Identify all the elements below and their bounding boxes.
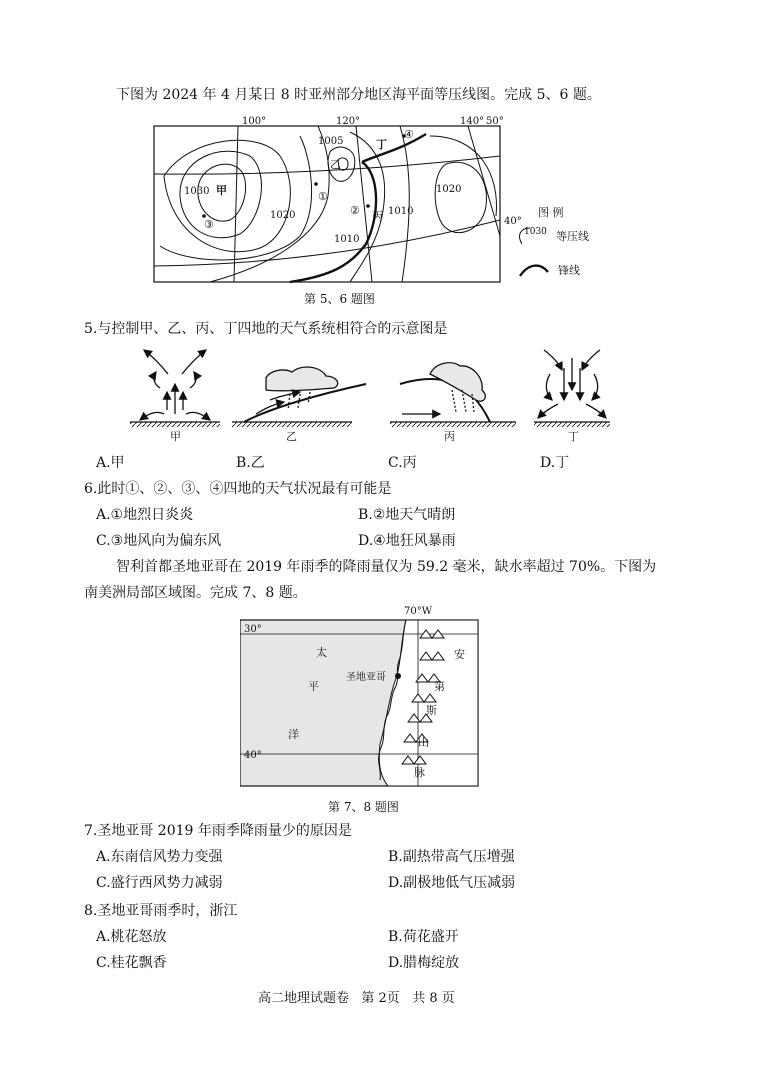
point-3: ③ [204, 218, 214, 231]
isobar-label: 1020 [270, 210, 296, 221]
santiago-dot [395, 673, 401, 679]
map1-caption: 第 5、6 题图 [304, 292, 375, 306]
diagram-label-ding: 丁 [568, 430, 579, 443]
meridian-140 [468, 126, 500, 236]
diagram-label-jia: 甲 [170, 430, 181, 443]
place-jia: 甲 [216, 184, 227, 197]
ocean-char-1: 太 [316, 646, 327, 659]
q6-option-b[interactable]: B.②地天气晴朗 [358, 507, 456, 523]
point-2-dot [366, 204, 370, 208]
lon-label-70w: 70°W [404, 606, 433, 617]
legend-front-symbol [520, 266, 548, 276]
legend-front-text: 锋线 [558, 264, 580, 277]
page-footer: 高二地理试题卷 第 2页 共 8 页 [258, 991, 455, 1006]
city-santiago: 圣地亚哥 [346, 672, 386, 683]
diagram-label-bing: 丙 [444, 430, 455, 443]
place-yi: 乙 [330, 158, 341, 171]
mountain-char-3: 斯 [426, 704, 437, 717]
q7-option-d[interactable]: D.副极地低气压减弱 [388, 875, 516, 891]
q7-option-b[interactable]: B.副热带高气压增强 [388, 849, 515, 865]
lon-label-140: 140° [460, 116, 485, 127]
lon-label-120: 120° [336, 116, 361, 127]
intro-q7-8-line2: 南美洲局部区域图。完成 7、8 题。 [84, 585, 307, 601]
diagram-jia [130, 350, 220, 427]
isobar-1015-right [400, 126, 409, 282]
map1-frame [154, 126, 500, 282]
q6-option-c[interactable]: C.③地风向为偏东风 [96, 533, 222, 549]
legend-title: 图 例 [538, 206, 564, 219]
q6-stem: 6.此时①、②、③、④四地的天气状况最有可能是 [84, 481, 392, 497]
intro-q5-6: 下图为 2024 年 4 月某日 8 时亚州部分地区海平面等压线图。完成 5、6 题。 [116, 87, 601, 103]
q8-option-a[interactable]: A.桃花怒放 [96, 929, 167, 945]
ocean-char-3: 洋 [288, 728, 299, 741]
ocean-char-2: 平 [308, 680, 319, 693]
q5-option-c[interactable]: C.丙 [388, 455, 417, 471]
point-2: ② [350, 204, 360, 217]
meridian-100 [234, 126, 238, 282]
diagram-bing [390, 363, 516, 427]
mountain-char-2: 第 [434, 680, 445, 693]
q5-stem: 5.与控制甲、乙、丙、丁四地的天气系统相符合的示意图是 [84, 321, 448, 337]
legend-isobar-text: 等压线 [556, 230, 589, 243]
diagram-label-yi: 乙 [286, 430, 297, 443]
isobar-label: 1010 [388, 206, 414, 217]
lat-label-40: 40° [504, 216, 522, 227]
q8-option-b[interactable]: B.荷花盛开 [388, 929, 459, 945]
q7-option-a[interactable]: A.东南信风势力变强 [96, 849, 223, 865]
place-ding: 丁 [376, 138, 387, 151]
isobar-label: 1010 [334, 234, 360, 245]
lat-label-30: 30° [244, 624, 262, 635]
point-1-dot [314, 182, 318, 186]
mountain-char-4: 山 [418, 736, 429, 749]
q8-option-c[interactable]: C.桂花飘香 [96, 955, 167, 971]
place-bing: 丙 [372, 210, 383, 223]
q7-stem: 7.圣地亚哥 2019 年雨季降雨量少的原因是 [84, 823, 352, 839]
q6-option-a[interactable]: A.①地烈日炎炎 [96, 507, 194, 523]
map2-caption: 第 7、8 题图 [328, 800, 399, 814]
legend-isobar-value: 1030 [524, 227, 547, 237]
diagram-yi [232, 367, 366, 427]
q5-option-d[interactable]: D.丁 [540, 455, 570, 471]
isobar-1020b [435, 162, 486, 232]
q8-option-d[interactable]: D.腊梅绽放 [388, 955, 460, 971]
intro-q7-8-line1: 智利首都圣地亚哥在 2019 年雨季的降雨量仅为 59.2 毫米，缺水率超过 70%。下图为 [116, 559, 657, 575]
isobar-label: 1020 [436, 184, 462, 195]
q7-option-c[interactable]: C.盛行西风势力减弱 [96, 875, 223, 891]
isobar-label: 1005 [318, 136, 344, 147]
weather-system-diagrams [120, 344, 610, 444]
front-cold [290, 162, 376, 282]
south-america-map [240, 604, 490, 794]
q6-option-d[interactable]: D.④地狂风暴雨 [358, 533, 456, 549]
point-1: ① [318, 190, 328, 203]
q8-stem: 8.圣地亚哥雨季时，浙江 [84, 903, 238, 919]
lon-label-50: 50° [486, 116, 504, 127]
isobar-map [150, 116, 600, 286]
isobar-1020a [164, 140, 290, 251]
mountain-char-1: 安 [454, 648, 465, 661]
point-4: ④ [404, 128, 414, 141]
mountain-char-5: 脉 [414, 766, 425, 779]
q5-option-a[interactable]: A.甲 [96, 455, 125, 471]
isobar-label: 1030 [184, 186, 210, 197]
lon-label-100: 100° [242, 116, 267, 127]
diagram-ding [534, 350, 610, 427]
lat-label-40: 40° [244, 750, 262, 761]
q5-option-b[interactable]: B.乙 [236, 455, 265, 471]
